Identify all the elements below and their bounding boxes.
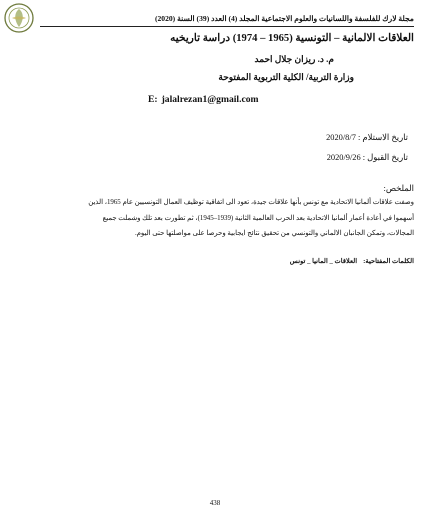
journal-logo	[3, 2, 35, 34]
header-rule	[40, 26, 414, 27]
accepted-date: تاريخ القبول : 2020/9/26	[326, 153, 408, 162]
abstract-line: وصفت علاقات ألمانيا الاتحادية مع تونس بأنها علاقات جيدة، تعود الى اتفاقية توظيف العمال التونسيين عام 1965، الذين	[88, 199, 414, 206]
email-label: E:	[148, 94, 158, 105]
journal-header: مجلة لارك للفلسفة واللسانيات والعلوم الاجتماعية المجلد (4) العدد (39) السنة (2020)	[154, 14, 414, 23]
page-number: 438	[209, 499, 221, 507]
keywords	[290, 257, 414, 265]
email-address[interactable]: jalalrezan1@gmail.com	[161, 94, 259, 105]
received-date: تاريخ الاستلام : 2020/8/7	[326, 133, 408, 142]
author-name: م. د. ريزان جلال احمد	[254, 54, 334, 64]
abstract-body	[16, 195, 414, 242]
abstract-line: أسهموا في أعادة أعمار ألمانيا الاتحادية بعد الحرب العالمية الثانية (1939–1945)، ثم تطورت بعد تلك وشملت جميع	[102, 214, 414, 222]
keywords-value: العلاقات _ المانيا _ تونس	[289, 258, 358, 265]
keywords-label: الكلمات المفتاحية:	[363, 258, 414, 265]
abstract-heading: الملخص:	[383, 184, 414, 193]
email-line	[148, 94, 259, 105]
paper-title: العلاقات الالمانية – التونسية (1965 – 1974) دراسة تاريخيه	[170, 33, 414, 44]
abstract-line: المجالات، وتمكن الجانبان الالماني والتونسي من تحقيق نتائج ايجابية وحرصا على مواصلتها حتى اليوم.	[134, 230, 414, 237]
author-affiliation: وزارة التربية/ الكلية التربوية المفتوحة	[218, 72, 354, 82]
